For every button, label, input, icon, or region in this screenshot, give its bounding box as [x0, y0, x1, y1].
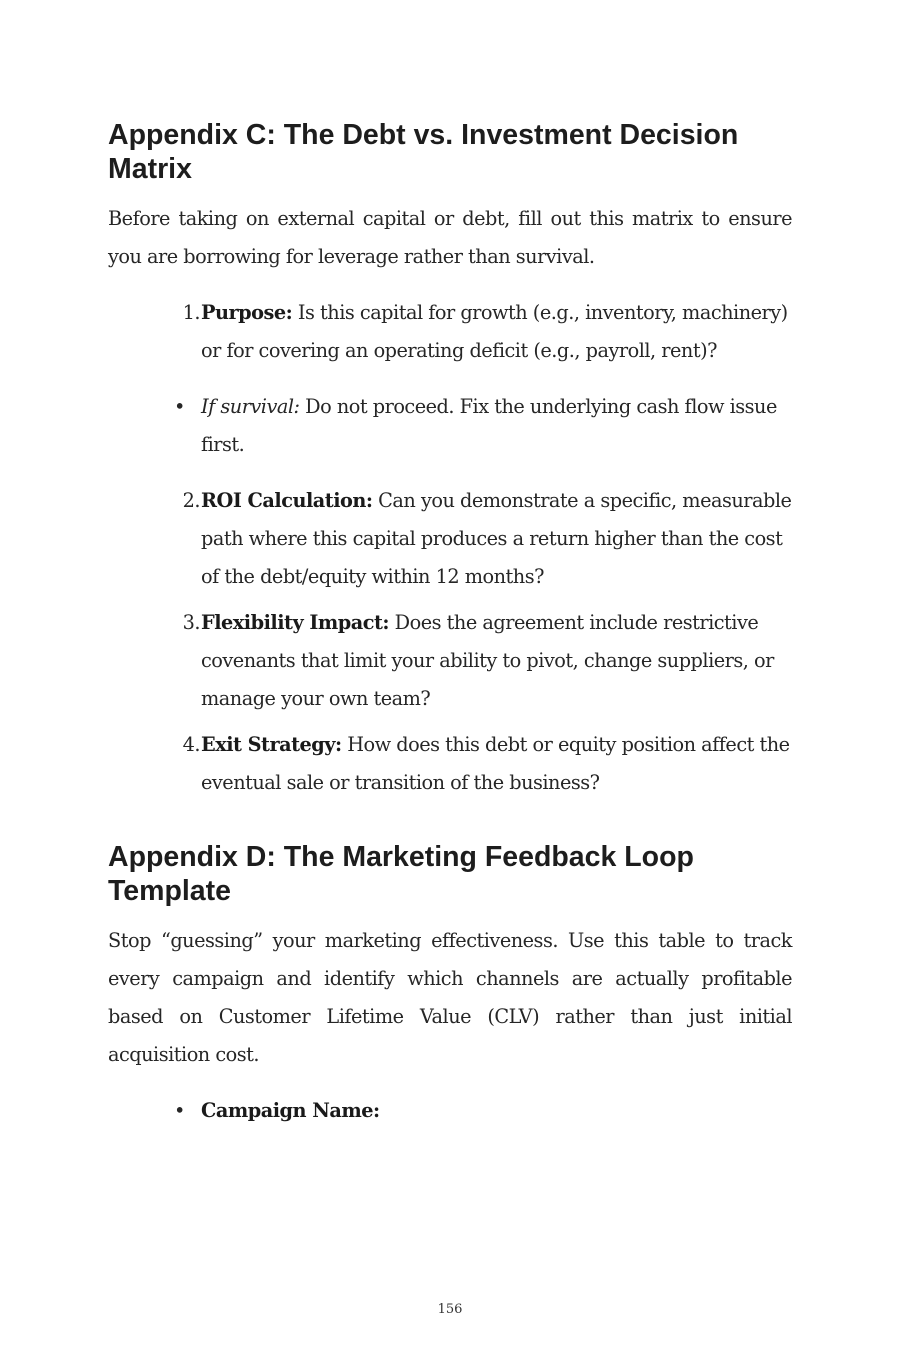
- list-item-flexibility-impact: [108, 604, 792, 718]
- list-text: Can you demonstrate a specific, measurable path where this capital produces a return higher than the cost of the debt/equity within 12 months?: [201, 489, 792, 588]
- list-text: Is this capital for growth (e.g., inventory, machinery) or for covering an operating deficit (e.g., payroll, rent)?: [201, 301, 788, 362]
- list-item-purpose: [108, 294, 792, 370]
- list-number: 3.: [182, 611, 200, 634]
- appendix-c-intro: Before taking on external capital or debt, fill out this matrix to ensure you are borrowing for leverage rather than survival.: [108, 207, 792, 268]
- list-item-exit-strategy: [108, 726, 792, 802]
- appendix-c-heading: Appendix C: The Debt vs. Investment Decision Matrix: [108, 119, 739, 185]
- bullet-icon: •: [174, 1099, 185, 1122]
- list-item-if-survival: [108, 388, 792, 464]
- list-item-campaign-name: [108, 1092, 792, 1130]
- bullet-icon: •: [174, 395, 185, 418]
- appendix-d-intro: Stop “guessing” your marketing effectiveness. Use this table to track every campaign and identify which channels are actually profitable based on Customer Lifetime Value (CLV) rather than just initial acquisition cost.: [108, 929, 792, 1066]
- page-content: [108, 118, 792, 1130]
- list-number: 4.: [182, 733, 200, 756]
- list-text: How does this debt or equity position affect the eventual sale or transition of the business?: [201, 733, 790, 794]
- list-number: 2.: [182, 489, 200, 512]
- list-term: Purpose:: [201, 301, 293, 324]
- list-term: ROI Calculation:: [201, 489, 373, 512]
- appendix-d-heading: Appendix D: The Marketing Feedback Loop Template: [108, 841, 694, 907]
- list-text: Does the agreement include restrictive covenants that limit your ability to pivot, change suppliers, or manage your own team?: [201, 611, 774, 710]
- list-text: Do not proceed. Fix the underlying cash flow issue first.: [201, 395, 777, 456]
- list-term: Flexibility Impact:: [201, 611, 390, 634]
- list-item-roi-calculation: [108, 482, 792, 596]
- list-number: 1.: [182, 301, 200, 324]
- page-number: 156: [437, 1302, 463, 1317]
- list-term-italic: If survival:: [201, 395, 300, 418]
- list-term: Campaign Name:: [201, 1099, 380, 1122]
- list-term: Exit Strategy:: [201, 733, 342, 756]
